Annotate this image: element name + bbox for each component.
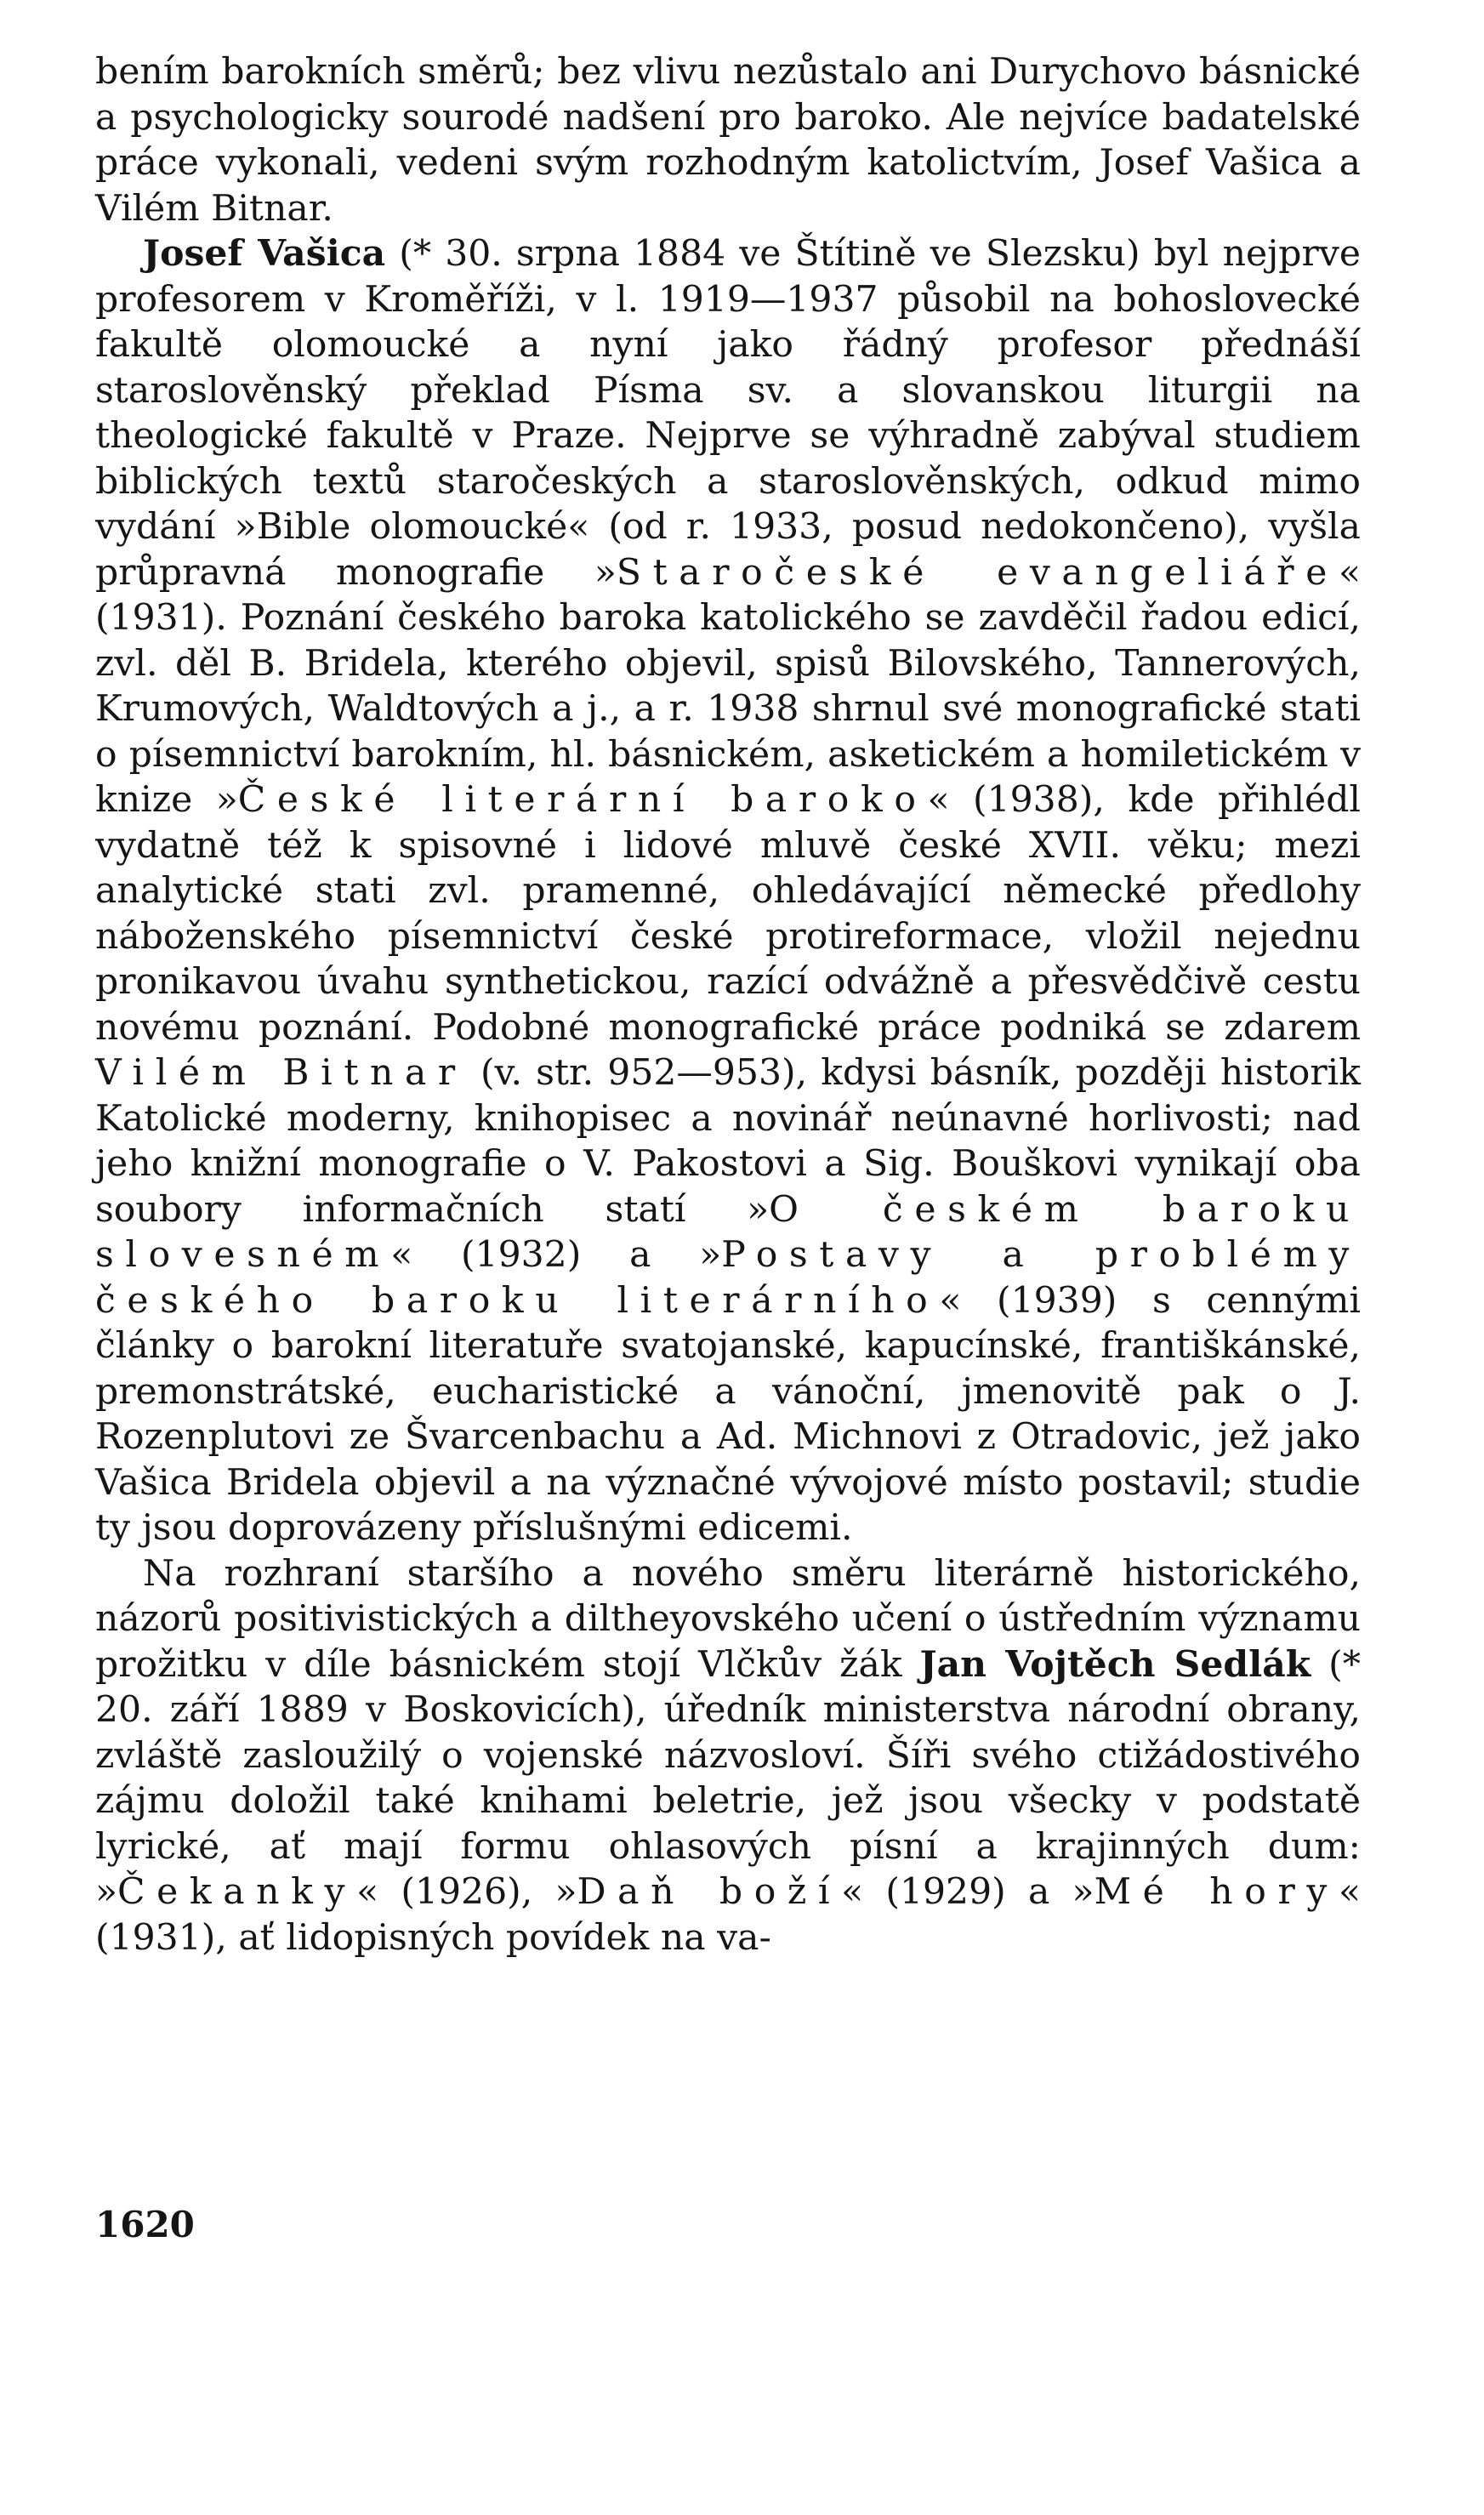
text-run: « (1932) a » [390,1234,722,1276]
text-run: « (1929) a » [841,1871,1095,1913]
author-name-sedlak: Jan Vojtěch Sedlák [919,1642,1311,1686]
book-title: České literární baroko [237,779,928,821]
book-title: Daň boží [577,1871,842,1913]
book-title: Čekanky [117,1871,357,1913]
text-run: (v. str. 952—953), kdysi básník, později historik Katolické moderny, knihopisec a novinář neúnavné horlivosti; nad jeho knižní monografie o V. Pakostovi a Sig. Bouškovi vynikají oba soubory informačních statí » [95,1052,1361,1231]
text-run: (* 20. září 1889 v Boskovicích), úředník ministerstva národní obrany, zvláště zasloužilý o vojenské názvosloví. Šíři svého ctižádostivého zájmu doložil také knihami beletrie, jež jsou všecky v podstatě lyrické, ať mají formu ohlasových písní a krajinných dum: » [95,1643,1361,1913]
paragraph-2 [95,231,1361,1551]
body-text [95,49,1361,1960]
text-run: « (1926), » [356,1871,577,1913]
paragraph-1 [95,49,1361,231]
text-run: « (1931). Poznání českého baroka katolického se zavděčil řadou edicí, zvl. děl B. Bridela, kterého objevil, spisů Bilovského, Tannerových, Krumových, Waldtových a j., a r. 1938 shrnul své monografické stati o písemnictví barokním, hl. básnickém, asketickém a homiletickém v knize » [95,551,1361,821]
text-run: (* 30. srpna 1884 ve Štítině ve Slezsku) byl nejprve profesorem v Kroměříži, v l. 1919—1937 působil na bohoslovecké fakultě olomoucké a nyní jako řádný profesor přednáší staroslověnský překlad Písma sv. a slovanskou liturgii na theologické fakultě v Praze. Nejprve se výhradně zabýval studiem biblických textů staročeských a staroslověnských, odkud mimo vydání »Bible olomoucké« (od r. 1933, posud nedokončeno), vyšla průpravná monografie » [95,233,1361,594]
text-run: « (1939) s cennými články o barokní literatuře svatojanské, kapucínské, františkánské, premonstrátské, eucharistické a vánoční, jmenovitě pak o J. Rozenplutovi ze Švarcenbachu a Ad. Michnovi z Otradovic, jež jako Vašica Bridela objevil a na význačné vývojové místo postavil; studie ty jsou doprovázeny příslušnými edicemi. [95,1279,1361,1549]
author-name-vasica: Josef Vašica [143,232,386,275]
page-number: 1620 [95,2204,195,2245]
text-run: bením barokních směrů; bez vlivu nezůstalo ani Durychovo básnické a psychologicky sourodé nadšení pro baroko. Ale nejvíce badatelské práce vykonali, vedeni svým rozhodným katolictvím, Josef Vašica a Vilém Bitnar. [95,51,1361,230]
paragraph-3 [95,1551,1361,1961]
book-title: O českém baroku slovesném [95,1188,1361,1276]
book-title: Staročeské evangeliáře [616,551,1339,594]
book-title: Mé hory [1094,1871,1339,1913]
text-run: « (1931), ať lidopisných povídek na va- [95,1871,1361,1959]
book-title: Postavy a problémy českého baroku literárního [95,1234,1362,1322]
author-name-bitnar: Vilém Bitnar [95,1052,467,1094]
text-run: Na rozhraní staršího a nového směru literárně historického, názorů positivistických a diltheyovského učení o ústředním významu prožitku v díle básnickém stojí Vlčkův žák [95,1552,1361,1686]
text-run: « (1938), kde přihlédl vydatně též k spisovné i lidové mluvě české XVII. věku; mezi analytické stati zvl. pramenné, ohledávající německé předlohy náboženského písemnictví české protireformace, vložil nejednu pronikavou úvahu synthetickou, razící odvážně a přesvědčivě cestu novému poznání. Podobné monografické práce podniká se zdarem [95,779,1362,1049]
